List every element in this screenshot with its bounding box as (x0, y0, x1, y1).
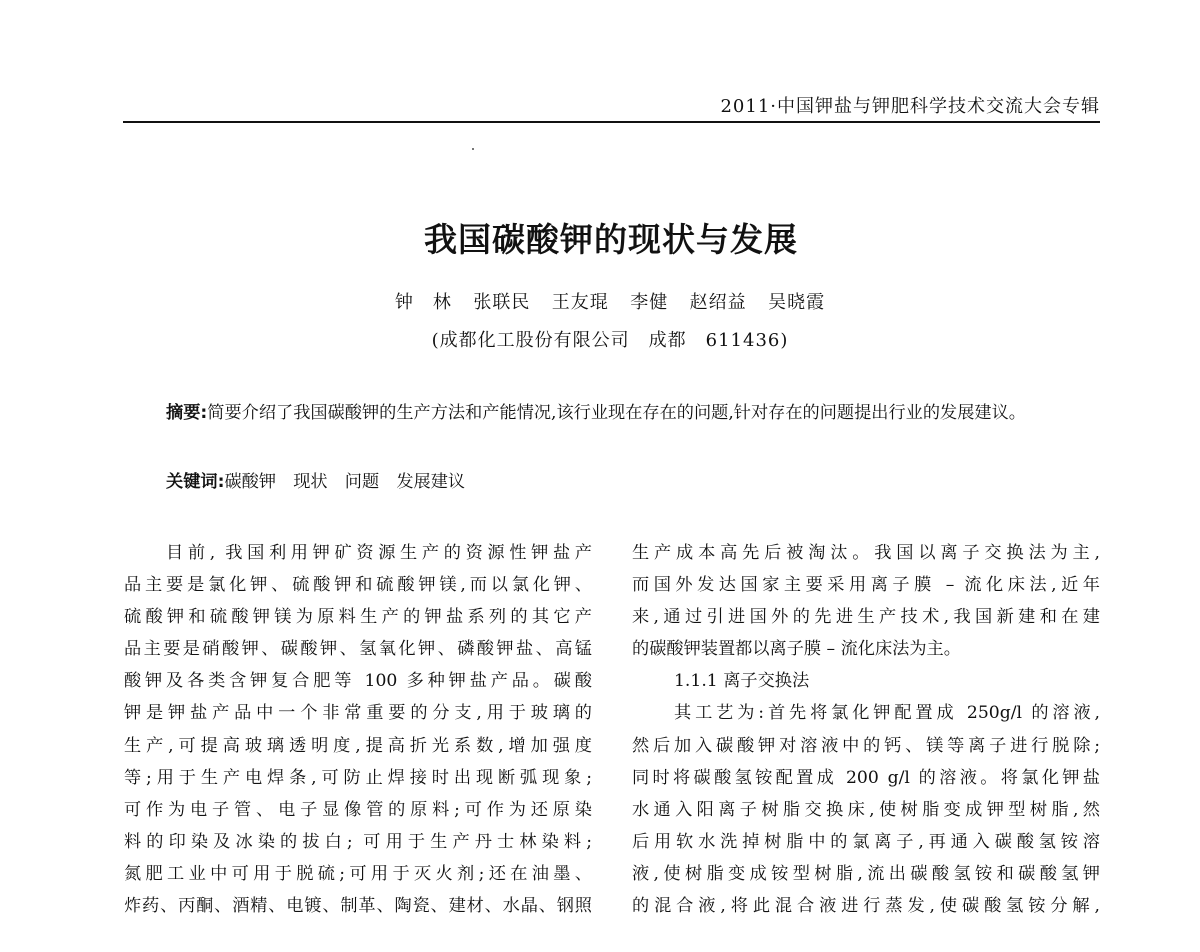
running-header: 2011·中国钾盐与钾肥科学技术交流大会专辑 (720, 96, 1100, 117)
body-line: 水通入阳离子树脂交换床,使树脂变成钾型树脂,然 (632, 799, 1100, 820)
body-line: 生产成本高先后被淘汰。我国以离子交换法为主, (632, 543, 1100, 563)
body-line: 同时将碳酸氢铵配置成 200 g/l 的溶液。将氯化钾盐 (632, 767, 1100, 788)
scan-dot (472, 148, 474, 150)
body-line: 品主要是硝酸钾、碳酸钾、氢氧化钾、磷酸钾盐、高锰 (124, 639, 592, 660)
body-line: 料的印染及冰染的拔白; 可用于生产丹士林染料; (124, 831, 592, 852)
body-line: 炸药、丙酮、酒精、电镀、制革、陶瓷、建材、水晶、钢照 (124, 896, 592, 917)
body-line: 来,通过引进国外的先进生产技术,我国新建和在建 (632, 607, 1100, 628)
article-authors: 钟 林 张联民 王友琨 李健 赵绍益 吴晓霞 (394, 292, 826, 313)
body-line: 而国外发达国家主要采用离子膜 – 流化床法,近年 (632, 575, 1100, 596)
keywords-text: 碳酸钾 现状 问题 发展建议 (224, 472, 466, 492)
body-line: 的混合液,将此混合液进行蒸发,使碳酸氢铵分解, (632, 896, 1100, 917)
abstract-label: 摘要: (166, 403, 208, 423)
body-line: 氮肥工业中可用于脱硫;可用于灭火剂;还在油墨、 (124, 863, 592, 884)
keywords-label: 关键词: (166, 472, 225, 492)
body-line: 后用软水洗掉树脂中的氯离子,再通入碳酸氢铵溶 (632, 831, 1100, 852)
body-line: 目前, 我国利用钾矿资源生产的资源性钾盐产 (166, 543, 592, 563)
body-line: 生产,可提高玻璃透明度,提高折光系数,增加强度 (124, 735, 592, 756)
section-heading: 1.1.1 离子交换法 (674, 671, 810, 692)
body-line: 然后加入碳酸钾对溶液中的钙、镁等离子进行脱除; (632, 735, 1100, 756)
body-line: 硫酸钾和硫酸钾镁为原料生产的钾盐系列的其它产 (124, 607, 592, 628)
article-affiliation: (成都化工股份有限公司 成都 611436) (431, 330, 789, 351)
body-right-column (632, 537, 1100, 922)
body-line: 等;用于生产电焊条,可防止焊接时出现断弧现象; (124, 767, 592, 788)
abstract-text: 简要介绍了我国碳酸钾的生产方法和产能情况,该行业现在存在的问题,针对存在的问题提出行业的发展建议。 (207, 403, 1026, 423)
article-title: 我国碳酸钾的现状与发展 (424, 220, 798, 259)
body-line: 品主要是氯化钾、硫酸钾和硫酸钾镁,而以氯化钾、 (124, 575, 592, 596)
body-left-column (124, 537, 592, 922)
keywords (166, 467, 465, 497)
body-line: 的碳酸钾装置都以离子膜 – 流化床法为主。 (632, 639, 961, 660)
header-rule (123, 121, 1100, 123)
body-line: 液,使树脂变成铵型树脂,流出碳酸氢铵和碳酸氢钾 (632, 863, 1100, 884)
abstract (124, 396, 1100, 431)
body-line: 可作为电子管、电子显像管的原料;可作为还原染 (124, 799, 592, 820)
body-line: 钾是钾盐产品中一个非常重要的分支,用于玻璃的 (124, 703, 592, 724)
body-line: 其工艺为:首先将氯化钾配置成 250g/l 的溶液, (674, 703, 1100, 724)
body-line: 酸钾及各类含钾复合肥等 100 多种钾盐产品。碳酸 (124, 671, 592, 692)
